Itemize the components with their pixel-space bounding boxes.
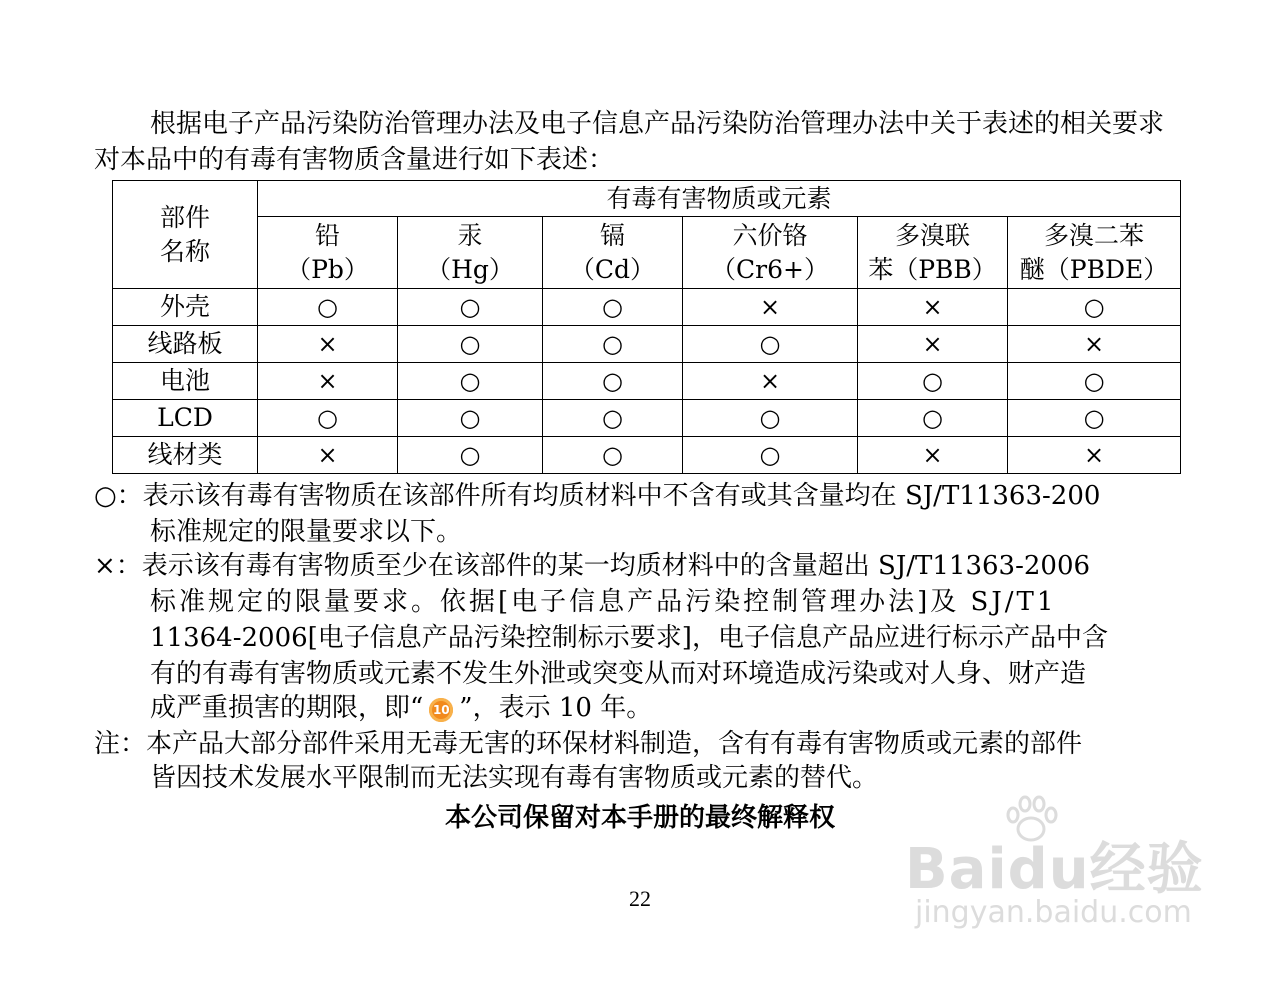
substance-mark-cell: ○: [398, 326, 543, 363]
column-header-pb: [258, 217, 398, 289]
substance-header-row: [113, 217, 1181, 289]
column-header-line2: （Pb）: [286, 254, 369, 284]
column-header-pbde: [1008, 217, 1181, 289]
cross-note-line5: [150, 690, 652, 726]
column-header-cd: [543, 217, 683, 289]
substance-mark-cell: ×: [258, 437, 398, 474]
substance-mark-cell: ×: [683, 363, 858, 400]
column-header-hg: [398, 217, 543, 289]
table-row: [113, 400, 1181, 437]
substance-mark-cell: ○: [543, 400, 683, 437]
substance-mark-cell: ×: [683, 289, 858, 326]
substance-mark-cell: ×: [858, 326, 1008, 363]
intro-paragraph: 根据电子产品污染防治管理办法及电子信息产品污染防治管理办法中关于表述的相关要求对本品中的有毒有害物质含量进行如下表述：: [94, 109, 1165, 175]
cross-note-line2: 标准规定的限量要求。依据[电子信息产品污染控制管理办法]及 SJ/T1: [150, 587, 1057, 617]
substance-mark-cell: ○: [1008, 289, 1181, 326]
substance-mark-cell: ○: [398, 289, 543, 326]
substance-mark-cell: ○: [858, 400, 1008, 437]
watermark-url: jingyan.baidu.com: [915, 895, 1192, 930]
watermark-logo: Baidu经验: [905, 837, 1204, 902]
cross-note-line4: 有的有毒有害物质或元素不发生外泄或突变从而对环境造成污染或对人身、财产造: [150, 659, 1087, 689]
column-header-cr6: [683, 217, 858, 289]
substance-mark-cell: ○: [683, 437, 858, 474]
circle-note-line1: ○：表示该有毒有害物质在该部件所有均质材料中不含有或其含量均在 SJ/T11363-200: [94, 481, 1101, 511]
substance-mark-cell: ○: [683, 326, 858, 363]
remark-note-line1: 注：本产品大部分部件采用无毒无害的环保材料制造，含有有毒有害物质或元素的部件: [94, 729, 1083, 759]
cross-note-line5-before: 成严重损害的期限，即“: [150, 693, 424, 723]
part-name-cell: 外壳: [113, 289, 258, 326]
remark-note-line2: 皆因技术发展水平限制而无法实现有毒有害物质或元素的替代。: [150, 763, 879, 793]
column-header-line2: 醚（PBDE）: [1019, 254, 1169, 284]
part-name-cell: 线路板: [113, 326, 258, 363]
column-header-line1: 汞: [457, 220, 483, 250]
substance-mark-cell: ○: [543, 289, 683, 326]
substance-mark-cell: ○: [543, 363, 683, 400]
page-number: 22: [629, 886, 651, 911]
part-name-cell: 线材类: [113, 437, 258, 474]
substance-mark-cell: ○: [858, 363, 1008, 400]
substance-mark-cell: ×: [858, 289, 1008, 326]
part-header-line2: 名称: [159, 236, 210, 266]
column-header-line2: （Cd）: [569, 254, 656, 284]
circle-note-line2: 标准规定的限量要求以下。: [150, 517, 463, 547]
footer-title: 本公司保留对本手册的最终解释权: [444, 803, 835, 833]
substance-mark-cell: ○: [398, 400, 543, 437]
table-row: [113, 437, 1181, 474]
part-header-line1: 部件: [159, 202, 210, 232]
substance-mark-cell: ×: [858, 437, 1008, 474]
table-header-row: [113, 181, 1181, 217]
substance-mark-cell: ×: [258, 326, 398, 363]
column-header-line1: 铅: [314, 220, 340, 250]
substance-mark-cell: ○: [258, 289, 398, 326]
table-row: [113, 289, 1181, 326]
column-header-pbb: [858, 217, 1008, 289]
table-row: [113, 326, 1181, 363]
part-name-cell: LCD: [113, 400, 258, 437]
column-header-line1: 多溴联: [894, 220, 970, 250]
hazardous-substance-table: [112, 180, 1181, 474]
substance-mark-cell: ○: [1008, 400, 1181, 437]
substance-mark-cell: ○: [1008, 363, 1181, 400]
substance-mark-cell: ×: [1008, 437, 1181, 474]
substance-mark-cell: ○: [683, 400, 858, 437]
substance-mark-cell: ○: [258, 400, 398, 437]
substance-mark-cell: ○: [398, 363, 543, 400]
substance-group-header: 有毒有害物质或元素: [258, 181, 1181, 217]
column-header-line2: （Hg）: [426, 254, 514, 284]
substance-mark-cell: ○: [398, 437, 543, 474]
cross-note-line1: ×：表示该有毒有害物质至少在该部件的某一均质材料中的含量超出 SJ/T11363-2006: [94, 551, 1091, 581]
eco-period-10-icon: 10: [429, 698, 453, 722]
column-header-line1: 镉: [599, 220, 625, 250]
column-header-line1: 多溴二苯: [1044, 220, 1145, 250]
column-header-line1: 六价铬: [732, 220, 808, 250]
substance-mark-cell: ○: [543, 326, 683, 363]
cross-note-line5-after: ”，表示 10 年。: [459, 693, 653, 723]
column-header-line2: 苯（PBB）: [868, 254, 997, 284]
substance-mark-cell: ×: [258, 363, 398, 400]
column-header-line2: （Cr6+）: [711, 254, 829, 284]
substance-mark-cell: ○: [543, 437, 683, 474]
substance-mark-cell: ×: [1008, 326, 1181, 363]
part-name-cell: 电池: [113, 363, 258, 400]
part-name-header: [113, 181, 258, 289]
table-row: [113, 363, 1181, 400]
baidu-jingyan-watermark: [905, 795, 1205, 945]
cross-note-line3: 11364-2006[电子信息产品污染控制标示要求]，电子信息产品应进行标示产品中含: [150, 623, 1108, 653]
